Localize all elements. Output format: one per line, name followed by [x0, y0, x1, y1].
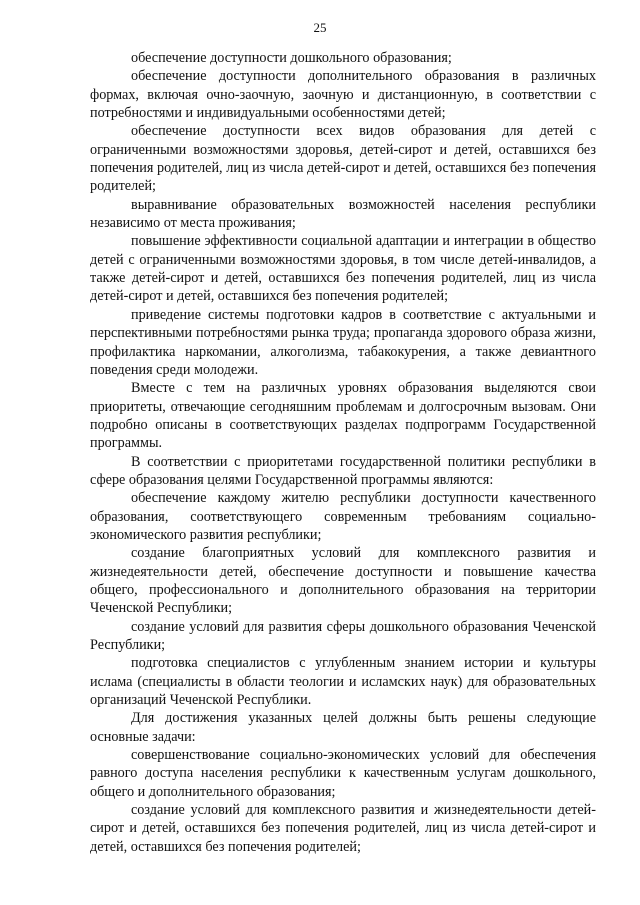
paragraph: создание условий для развития сферы дошкольного образования Чеченской Республики; — [90, 618, 596, 653]
document-body — [90, 49, 596, 856]
paragraph: приведение системы подготовки кадров в соответствие с актуальными и перспективными потребностями рынка труда; пропаганда здорового образа жизни, профилактика наркомании, алкоголизма, табакокурения, а также девиантного поведения среди молодежи. — [90, 306, 596, 378]
paragraph: Для достижения указанных целей должны быть решены следующие основные задачи: — [90, 710, 596, 745]
paragraph: Вместе с тем на различных уровнях образования выделяются свои приоритеты, отвечающие сегодняшним проблемам и долгосрочным вызовам. Они подробно описаны в соответствующих разделах подпрограмм Государственной программы. — [90, 380, 596, 452]
paragraph: обеспечение доступности дошкольного образования; — [131, 50, 452, 66]
paragraph: обеспечение доступности дополнительного образования в различных формах, включая очно-заочную, заочную и дистанционную, в соответствии с потребностями и индивидуальными особенностями детей; — [90, 68, 596, 122]
paragraph: создание условий для комплексного развития и жизнедеятельности детей-сирот и детей, оставшихся без попечения родителей, лиц из числа детей-сирот и детей, оставшихся без попечения родителей; — [90, 802, 596, 855]
paragraph: повышение эффективности социальной адаптации и интеграции в общество детей с ограниченными возможностями здоровья, в том числе детей-инвалидов, а также детей-сирот и детей, оставшихся без попечения родителей, лиц из числа детей-сирот и детей, оставшихся без попечения родителей; — [90, 233, 596, 305]
paragraph: подготовка специалистов с углубленным знанием истории и культуры ислама (специалисты в области теологии и исламских наук) для образовательных организаций Чеченской Республики. — [90, 655, 596, 709]
paragraph: обеспечение доступности всех видов образования для детей с ограниченными возможностями здоровья, детей-сирот и детей, оставшихся без попечения родителей, лиц из числа детей-сирот и детей, оставшихся без попечения родителей; — [90, 123, 596, 195]
page-number: 25 — [313, 20, 327, 35]
paragraph: создание благоприятных условий для комплексного развития и жизнедеятельности детей, обеспечение доступности и повышение качества общего, профессионального и дополнительного образования на территории Чеченской Республики; — [90, 545, 596, 617]
paragraph: обеспечение каждому жителю республики доступности качественного образования, соответствующего современным требованиям социально-экономического развития республики; — [90, 490, 596, 543]
paragraph: выравнивание образовательных возможностей населения республики независимо от места проживания; — [90, 196, 596, 232]
paragraph: совершенствование социально-экономических условий для обеспечения равного доступа населения республики к качественным услугам дошкольного, общего и дополнительного образования; — [90, 747, 596, 800]
paragraph: В соответствии с приоритетами государственной политики республики в сфере образования целями Государственной программы являются: — [90, 453, 596, 488]
